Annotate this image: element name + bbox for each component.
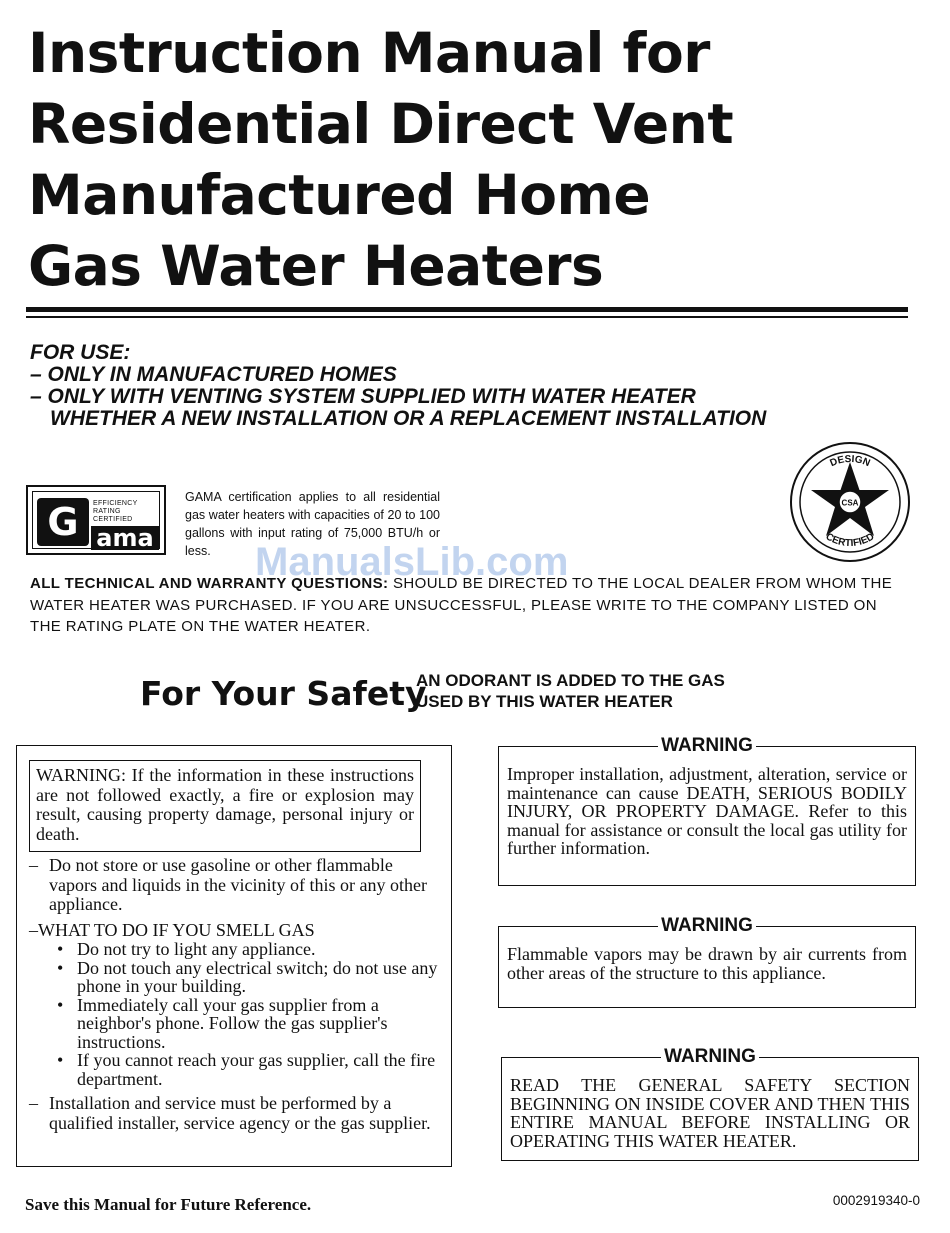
gama-g-mark: G [37, 498, 89, 546]
title-line: Instruction Manual for [28, 21, 710, 85]
dash: – [29, 1093, 38, 1113]
warranty-questions [30, 573, 906, 638]
storage-instruction [29, 856, 441, 915]
safety-subtitle-line: AN ODORANT IS ADDED TO THE GAS [416, 671, 725, 690]
read-manual-warning [501, 1046, 919, 1161]
warning-label: WARNING [661, 1046, 759, 1067]
list-item-text: Do not touch any electrical switch; do not use any phone in your building. [77, 957, 438, 996]
list-item-text: If you cannot reach your gas supplier, call the fire department. [77, 1050, 436, 1089]
list-item: • Do not touch any electrical switch; do not use any phone in your building. [57, 959, 441, 996]
service-instruction-text: Installation and service must be performed by a qualified installer, service agency or the gas supplier. [49, 1093, 431, 1133]
warning-label: WARNING [658, 735, 756, 756]
safety-subtitle-line: USED BY THIS WATER HEATER [416, 692, 673, 711]
list-item-text: Immediately call your gas supplier from a neighbor's phone. Follow the gas supplier's instructions. [77, 994, 388, 1052]
gama-certification-text: GAMA certification applies to all residential gas water heaters with capacities of 20 to 100 gallons with input rating of 75,000 BTU/h or less. [185, 490, 440, 558]
installation-warning [498, 735, 916, 886]
manual-title [28, 18, 788, 302]
gama-logo-word: ama [91, 526, 159, 550]
document-number: 0002919340-0 [832, 1193, 920, 1208]
safety-title: For Your Safety [140, 674, 427, 713]
gas-safety-box [16, 745, 452, 1167]
title-line: Manufactured Home [28, 163, 651, 227]
smell-gas-list [29, 940, 441, 1088]
for-use-heading: FOR USE: [30, 341, 131, 364]
for-use-line: WHETHER A NEW INSTALLATION OR A REPLACEMENT INSTALLATION [50, 407, 767, 430]
for-use-line: – ONLY IN MANUFACTURED HOMES [30, 363, 397, 386]
warning-text: Improper installation, adjustment, alteration, service or maintenance can cause DEATH, SERIOUS BODILY INJURY, OR PROPERTY DAMAGE. Refer to this manual for assistance or consult the local gas utility for further information. [507, 764, 907, 858]
vapor-warning [498, 915, 916, 1008]
fire-explosion-warning: WARNING: If the information in these instructions are not followed exactly, a fire or explosion may result, causing property damage, personal injury or death. [29, 760, 421, 852]
save-manual-note: Save this Manual for Future Reference. [25, 1195, 312, 1214]
safety-header [140, 670, 840, 726]
questions-text: SHOULD BE DIRECTED TO THE LOCAL DEALER FROM WHOM THE WATER HEATER WAS PURCHASED. IF YOU ARE UNSUCCESSFUL, PLEASE WRITE TO THE COMPANY LISTED ON THE RATING PLATE ON THE WATER HEATER. [30, 575, 893, 635]
list-item: • Do not try to light any appliance. [57, 939, 316, 959]
gama-logo-caption: EFFICIENCY RATING CERTIFIED [93, 500, 138, 523]
seal-bottom-text: CERTIFIED [823, 531, 877, 550]
title-line: Gas Water Heaters [28, 234, 604, 298]
for-use-notice [30, 342, 830, 430]
title-rule-thin [26, 316, 908, 318]
title-rule-thick [26, 307, 908, 312]
questions-lead: ALL TECHNICAL AND WARRANTY QUESTIONS: [30, 575, 389, 592]
watermark: ManualsLib.com [255, 540, 569, 584]
design-certified-seal [788, 440, 912, 564]
list-item: • Immediately call your gas supplier from a neighbor's phone. Follow the gas supplier's instructions. [57, 996, 441, 1052]
gas-safety-instructions [29, 856, 441, 1135]
service-instruction [29, 1094, 441, 1133]
svg-text:CERTIFIED [824, 531, 877, 549]
title-line: Residential Direct Vent [28, 92, 734, 156]
warning-text: READ THE GENERAL SAFETY SECTION BEGINNING ON INSIDE COVER AND THEN THIS ENTIRE MANUAL BEFORE INSTALLING OR OPERATING THIS WATER HEATER. [510, 1075, 910, 1151]
for-use-line: – ONLY WITH VENTING SYSTEM SUPPLIED WITH WATER HEATER [30, 385, 696, 408]
list-item: • If you cannot reach your gas supplier, call the fire department. [57, 1051, 441, 1088]
safety-subtitle [416, 670, 725, 712]
warning-label: WARNING [658, 915, 756, 936]
smell-gas-heading: –WHAT TO DO IF YOU SMELL GAS [29, 919, 315, 940]
gama-logo [26, 485, 166, 555]
seal-top-text: DESIGN [828, 453, 872, 470]
warning-text: Flammable vapors may be drawn by air currents from other areas of the structure to this appliance. [507, 944, 907, 983]
storage-instruction-text: Do not store or use gasoline or other flammable vapors and liquids in the vicinity of this or any other appliance. [49, 855, 427, 914]
list-item-text: Do not try to light any appliance. [77, 939, 316, 959]
seal-center-text: CSA [841, 498, 859, 508]
dash: – [29, 855, 38, 875]
